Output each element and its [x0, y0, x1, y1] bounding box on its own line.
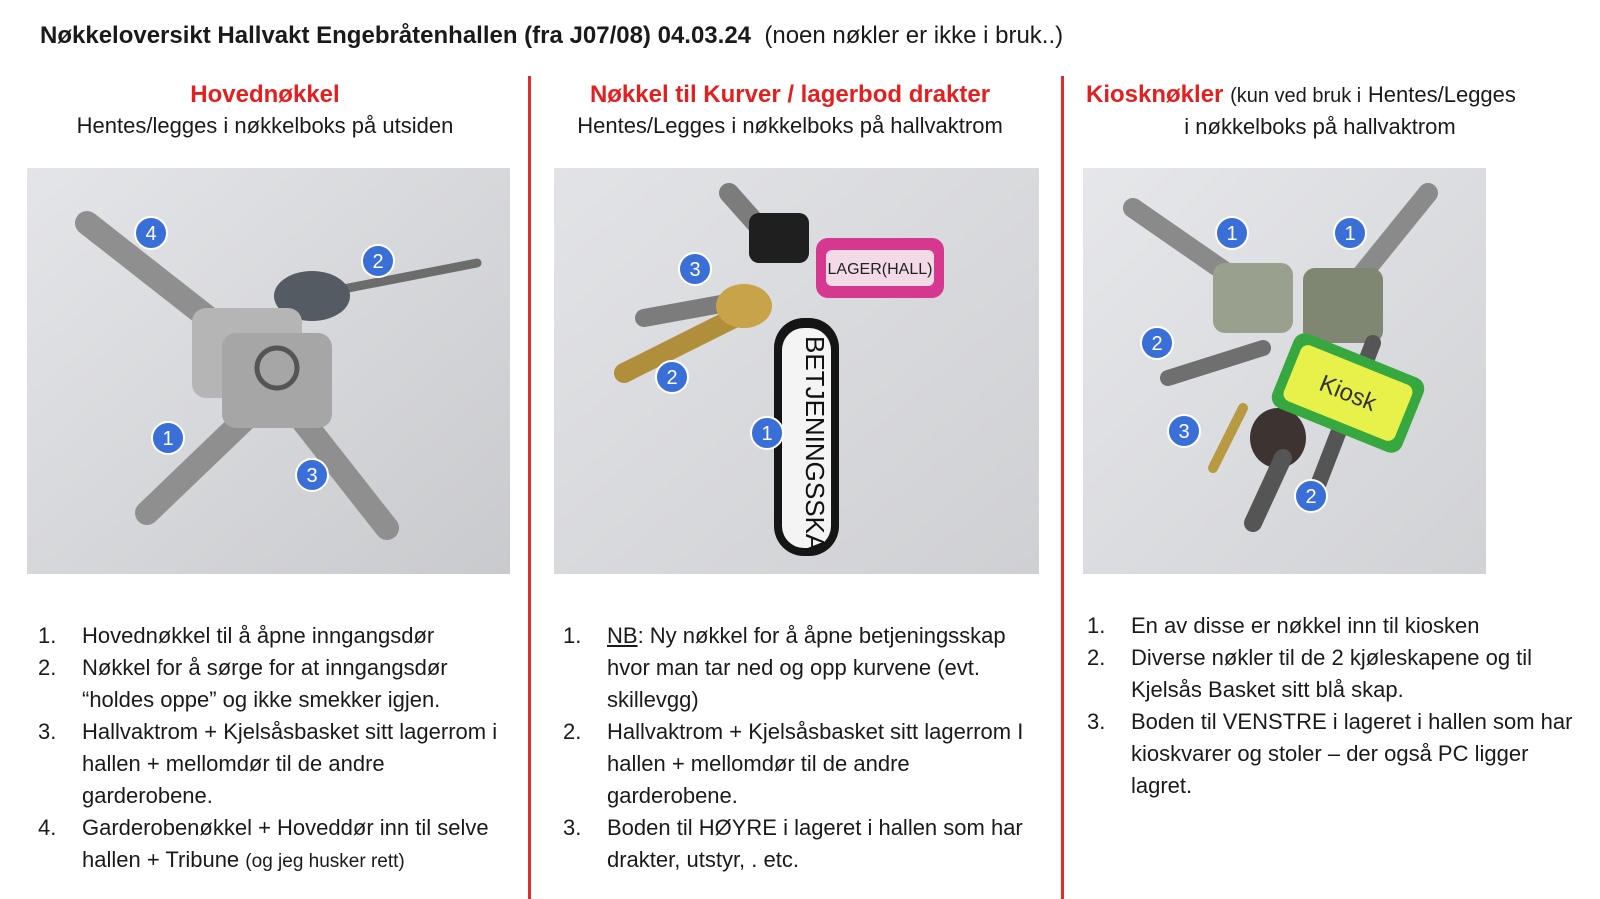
svg-text:1: 1: [1344, 223, 1356, 245]
svg-text:BETJENINGSSKA: BETJENINGSSKA: [800, 336, 830, 552]
key-list-baskets: [563, 620, 1038, 876]
column-main-key: [30, 80, 500, 142]
svg-text:1: 1: [1226, 223, 1238, 245]
keys-photo-main: [27, 168, 510, 574]
list-item: 2. Nøkkel for å sørge for at inngangsdør “holdes oppe” og ikke smekker igjen.: [38, 655, 448, 712]
badge-4: [135, 217, 167, 249]
column-baskets-key: [545, 80, 1035, 142]
list-item: 4. Garderobenøkkel + Hoveddør inn til selve hallen + Tribune (og jeg husker rett): [38, 815, 489, 872]
badge-1a: [1216, 217, 1248, 249]
list-item: 2. Diverse nøkler til de 2 kjøleskapene og til Kjelsås Basket sitt blå skap.: [1087, 645, 1533, 702]
badge-2: [656, 361, 688, 393]
list-item: 3. Hallvaktrom + Kjelsåsbasket sitt lagerrom i hallen + mellomdør til de andre garderobene.: [38, 719, 498, 808]
svg-text:4: 4: [145, 223, 157, 245]
badge-1: [152, 422, 184, 454]
keys-photo-baskets: [554, 168, 1039, 574]
badge-3: [1168, 415, 1200, 447]
column-heading: Hovednøkkel: [190, 81, 340, 108]
svg-text:2: 2: [1151, 333, 1163, 355]
keys-photo-kiosk: [1083, 168, 1486, 574]
column-divider-2: [1061, 76, 1064, 899]
svg-text:2: 2: [372, 251, 384, 273]
svg-text:LAGER(HALL): LAGER(HALL): [827, 261, 933, 278]
svg-text:3: 3: [1178, 421, 1190, 443]
column-location: Hentes/legges i nøkkelboks på utsiden: [76, 113, 454, 138]
svg-text:3: 3: [689, 259, 701, 281]
list-item: 2. Hallvaktrom + Kjelsåsbasket sitt lagerrom I hallen + mellomdør til de andre garderobene.: [563, 719, 1024, 808]
key-list-kiosk: [1087, 610, 1577, 802]
svg-text:Kiosk: Kiosk: [1315, 369, 1381, 417]
badge-1: [751, 417, 783, 449]
title-text: Nøkkeloversikt Hallvakt Engebråtenhallen (fra J07/08) 04.03.24: [40, 22, 752, 49]
column-location: Hentes/Legges i nøkkelboks på hallvaktrom: [577, 113, 1003, 138]
svg-text:2: 2: [666, 367, 678, 389]
svg-text:1: 1: [162, 428, 174, 450]
badge-2a: [1141, 327, 1173, 359]
column-divider-1: [528, 76, 531, 899]
svg-text:1: 1: [761, 423, 773, 445]
title-note: (noen nøkler er ikke i bruk..): [764, 22, 1064, 49]
list-item: 1. Hovednøkkel til å åpne inngangsdør: [38, 623, 435, 648]
column-location: i nøkkelboks på hallvaktrom: [1184, 114, 1456, 139]
badge-2: [362, 245, 394, 277]
page-title: [40, 22, 1063, 50]
list-item: 1. En av disse er nøkkel inn til kiosken: [1087, 613, 1480, 638]
column-kiosk-keys: [1080, 80, 1580, 143]
badge-3: [679, 253, 711, 285]
key-list-main: [38, 620, 518, 878]
badge-1b: [1334, 217, 1366, 249]
list-item: 3. Boden til VENSTRE i lageret i hallen som har kioskvarer og stoler – der også PC ligger lagret.: [1087, 709, 1573, 798]
svg-text:2: 2: [1305, 486, 1317, 508]
badge-2b: [1295, 480, 1327, 512]
list-item: 3. Boden til HØYRE i lageret i hallen som har drakter, utstyr, . etc.: [563, 815, 1023, 872]
column-heading: Nøkkel til Kurver / lagerbod drakter: [589, 81, 991, 108]
column-heading: Kiosknøkler (kun ved bruk i Hentes/Legges: [1086, 81, 1516, 108]
badge-3: [296, 459, 328, 491]
svg-text:3: 3: [306, 465, 318, 487]
list-item: 1. NB: Ny nøkkel for å åpne betjeningsskap hvor man tar ned og opp kurvene (evt. skillevgg): [563, 623, 1006, 712]
